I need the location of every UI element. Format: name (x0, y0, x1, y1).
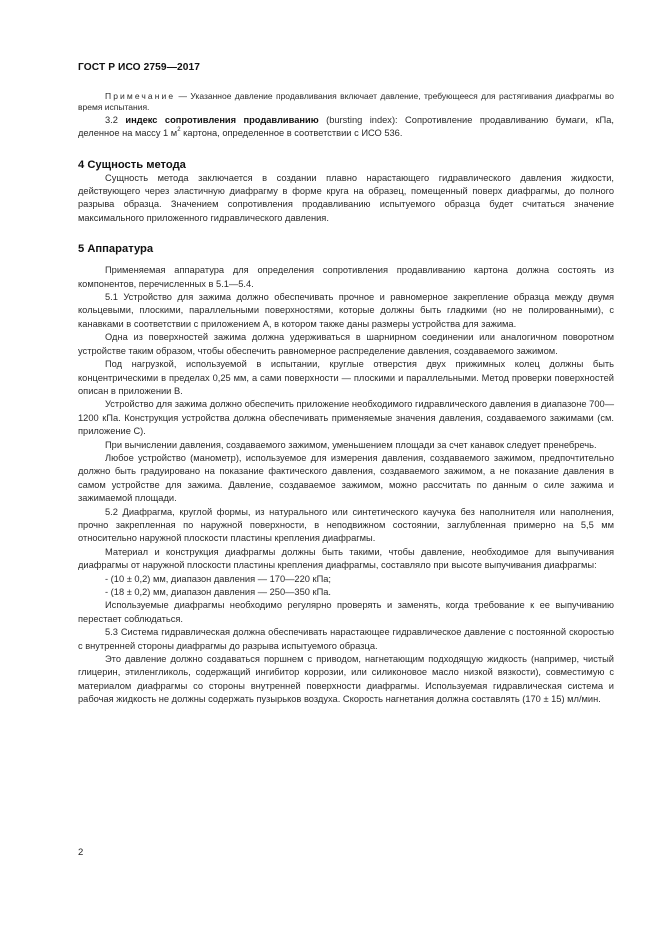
term-definition-3-2 (78, 114, 614, 141)
document-header: ГОСТ Р ИСО 2759—2017 (78, 62, 201, 73)
term-superscript: 2 (177, 127, 181, 134)
paragraph: Одна из поверхностей зажима должна удерживаться в шарнирном соединении или аналогичном поворотном устройстве таким образом, чтобы обеспечить равномерное распределение давления, создаваемого зажимом. (78, 332, 614, 356)
section-5-heading: 5 Аппаратура (78, 243, 154, 256)
list-item: - (10 ± 0,2) мм, диапазон давления — 170—220 кПа; (105, 573, 332, 584)
paragraph: При вычислении давления, создаваемого зажимом, уменьшением площади за счет канавок следует пренебречь. (105, 439, 597, 450)
section-4-paragraph: Сущность метода заключается в создании плавно нарастающего гидравлического давления жидкости, действующего через эластичную диафрагму в форме круга на образец, помещенный поверх диафрагмы, до полного разрыва образца. Значением сопротивления продавливанию испытуемого образца будет считаться значение максимального приложенного гидравлического давления. (78, 172, 614, 223)
paragraph: 5.2 Диафрагма, круглой формы, из натурального или синтетического каучука без наполнителя или наполнения, прочно закрепленная по наружной поверхности, в неподвижном состоянии, заглубленная примерно на 5,5 мм относительно наружной плоскости пластины крепления диафрагмы. (78, 506, 614, 544)
paragraph: 5.1 Устройство для зажима должно обеспечивать прочное и равномерное закрепление образца между двумя кольцевыми, плоскими, параллельными поверхностями, которые должны быть гладкими (но не полированными), с канавками в соответствии с приложением А, в котором также даны размеры устройства для зажима. (78, 292, 614, 329)
page-number: 2 (78, 847, 84, 858)
paragraph: Любое устройство (манометр), используемое для измерения давления, создаваемого зажимом, предпочтительно должно быть градуировано на показание фактического давления, создаваемого зажимом, а не показание давления в самом устройстве для зажима. Давление, создаваемое зажимом, можно рассчитать по данным о силе зажима и зажимаемой площади. (78, 452, 614, 504)
note-label: Примечание (105, 91, 176, 101)
paragraph: Применяемая аппаратура для определения сопротивления продавливанию картона должна состоять из компонентов, перечисленных в 5.1—5.4. (78, 265, 614, 289)
note-text: — Указанное давление продавливания включает давление, требующееся для растягивания диафрагмы во время испытания. (78, 91, 614, 113)
term-text-1: (bursting index): Сопротивление продавливанию бумаги, кПа, деленное на массу 1 м (78, 114, 614, 139)
paragraph: Материал и конструкция диафрагмы должны быть такими, чтобы давление, необходимое для выпучивания диафрагмы от наружной плоскости пластины крепления диафрагмы, составляло при высоте выпучивания диафрагмы: (78, 546, 614, 571)
note (78, 91, 614, 114)
term-title: индекс сопротивления продавливанию (125, 114, 319, 125)
paragraph: Устройство для зажима должно обеспечить приложение необходимого гидравлического давления в диапазоне 700—1200 кПа. Конструкция устройства должна обеспечивать применяемые значения давления, создаваемого зажимами (см. приложение С). (78, 399, 614, 437)
section-5-body (78, 264, 614, 706)
list-item: - (18 ± 0,2) мм, диапазон давления — 250—350 кПа. (105, 587, 332, 597)
term-text-2: картона, определенное в соответствии с ИСО 536. (180, 128, 403, 139)
paragraph: 5.3 Система гидравлическая должна обеспечивать нарастающее гидравлическое давление с постоянной скоростью с внутренней стороны диафрагмы до разрыва испытуемого образца. (78, 627, 614, 651)
paragraph: Это давление должно создаваться поршнем с приводом, нагнетающим подходящую жидкость (например, чистый глицерин, этиленгликоль, содержащий ингибитор коррозии, или силиконовое масло низкой вязкости), совместимую с материалом диафрагмы со стороны внутренней поверхности диафрагмы. Используемая гидравлическая система и рабочая жидкость не должны содержать пузырьков воздуха. Скорость нагнетания должна составлять (170 ± 15) мл/мин. (78, 654, 614, 705)
term-number: 3.2 (105, 114, 118, 125)
paragraph: Под нагрузкой, используемой в испытании, круглые отверстия двух прижимных колец должны быть концентрическими в пределах 0,25 мм, а сами поверхности — плоскими и параллельными. Метод проверки поверхностей описан в приложении В. (78, 359, 614, 396)
section-4-heading: 4 Сущность метода (78, 158, 186, 171)
paragraph: Используемые диафрагмы необходимо регулярно проверять и заменять, когда требование к ее выпучиванию перестает соблюдаться. (78, 600, 614, 624)
page-content (78, 91, 614, 707)
